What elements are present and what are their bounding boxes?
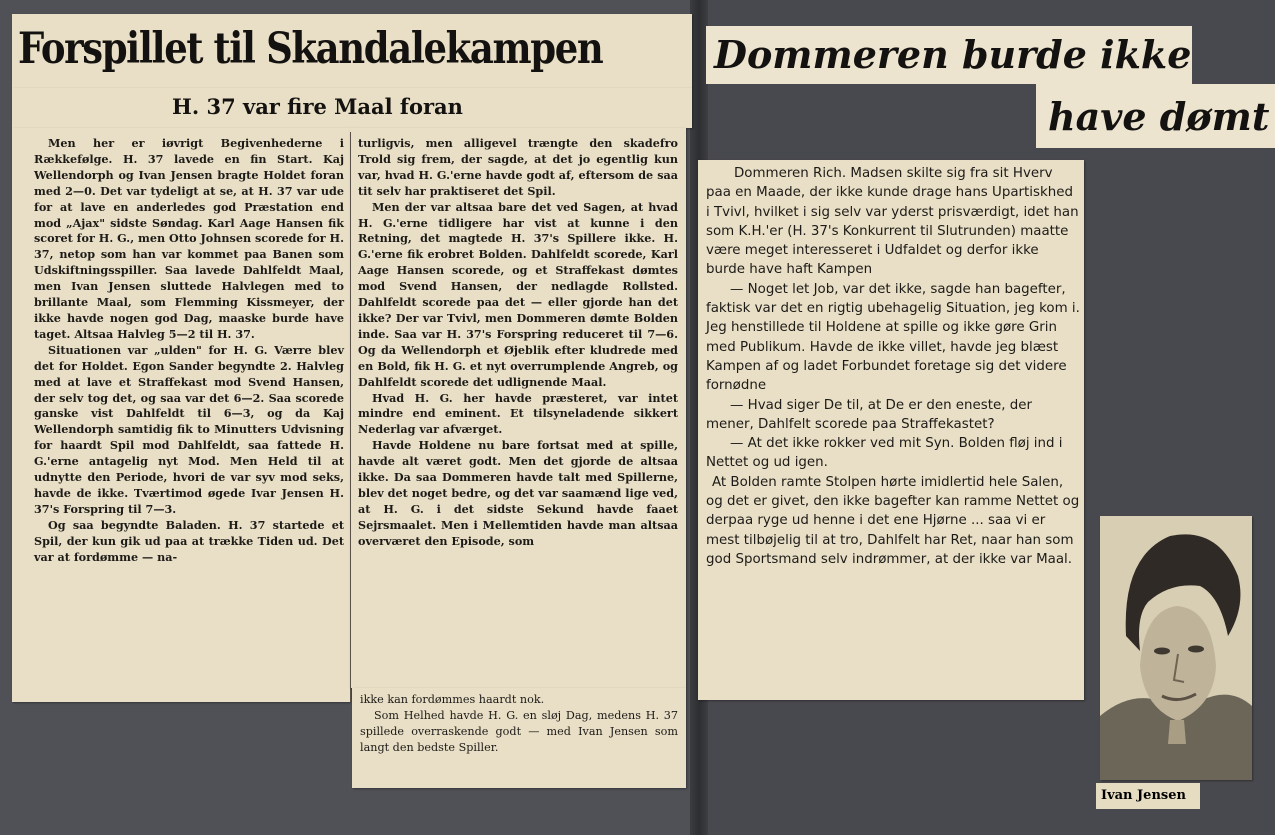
article-column-1	[12, 128, 350, 702]
right-headline-line2: have dømt	[1048, 94, 1270, 139]
portrait-image	[1100, 516, 1252, 780]
column2-continued-paragraph: Som Helhed havde H. G. en sløj Dag, medens H. 37 spillede overraskende godt — med Ivan Jensen som langt den bedste Spiller.	[360, 708, 678, 754]
column2-paragraph: turligvis, men alligevel trængte den skadefro Trold sig frem, der sagde, at det jo egentlig kun var, hvad H. G.'erne havde godt af, eftersom de saa tit selv har praktiseret det Spil.	[358, 136, 678, 198]
right-paragraph: — At det ikke rokker ved mit Syn. Bolden fløj ind i Nettet og ud igen.	[706, 436, 1063, 471]
article-headline: Forspillet til Skandalekampen	[18, 24, 603, 74]
headline-clipping	[12, 14, 692, 88]
column2-paragraph: Men der var altsaa bare det ved Sagen, at hvad H. G.'erne tidligere har vist at kunne i den Retning, det magtede H. 37's Spillere ikke. H. G.'erne fik erobret Bolden. Dahlfeldt scorede, Karl Aage Hansen scorede, og et Straffekast dømtes mod Svend Hansen, der nedlagde Rollsted. Dahlfeldt scorede paa det — eller gjorde han det ikke? Der var Tvivl, men Dommeren dømte Bolden inde. Saa var H. 37's Forspring reduceret til 7—6. Og da Wellendorph et Øjeblik efter kludrede med en Bold, fik H. G. et nyt overrumplende Angreb, og Dahlfeldt scorede det udlignende Maal.	[358, 199, 678, 389]
portrait-photo	[1100, 516, 1252, 780]
photo-caption: Ivan Jensen	[1101, 788, 1186, 803]
column1-paragraph: Situationen var „ulden" for H. G. Værre blev det for Holdet. Egon Sander begyndte 2. Halvleg med at lave et Straffekast mod Svend Hansen, der selv tog det, og saa var det 6—2. Saa scorede ganske vist Dahlfeldt til 6—3, og da Kaj Wellendorph samtidig fik to Minutters Udvisning for haardt Spil mod Dahlfeldt, saa fattede H. G.'erne antagelig nyt Mod. Men Held til at udnytte den Periode, hvori de var syv mod seks, havde de ikke. Tværtimod øgede Ivar Jensen H. 37's Forspring til 7—3.	[34, 342, 344, 516]
right-headline-clipping-1	[706, 26, 1192, 84]
article-column-2-continued	[352, 688, 686, 788]
article-subheadline: H. 37 var fire Maal foran	[172, 94, 463, 119]
right-headline-line1: Dommeren burde ikke	[714, 32, 1192, 77]
column2-paragraph: Havde Holdene nu bare fortsat med at spille, havde alt været godt. Men det gjorde de altsaa ikke. Da saa Dommeren havde talt med Spillerne, blev det noget bedre, og det var saamænd lige ved, at H. G. i det sidste Sekund havde faaet Sejrsmaalet. Men i Mellemtiden havde man altsaa overværet den Episode, som	[358, 438, 678, 548]
right-headline-clipping-2	[1036, 84, 1275, 148]
column2-paragraph: Hvad H. G. her havde præsteret, var intet mindre end eminent. Et tilsyneladende sikkert Nederlag var afværget.	[358, 390, 678, 437]
article-column-2	[350, 128, 686, 688]
column1-paragraph: Og saa begyndte Baladen. H. 37 startede et Spil, der kun gik ud paa at trække Tiden ud. Det var at fordømme — na-	[34, 517, 344, 564]
column-divider	[350, 132, 351, 702]
column1-paragraph: Men her er iøvrigt Begivenhederne i Rækkefølge. H. 37 lavede en fin Start. Kaj Wellendorph og Ivan Jensen bragte Holdet foran med 2—0. Det var tydeligt at se, at H. 37 var ude for at lave en anderledes god Præstation end mod „Ajax" sidste Søndag. Karl Aage Hansen fik scoret for H. G., men Otto Johnsen scorede for H. 37, netop som han var kommet paa Banen som Udskiftningsspiller. Saa lavede Dahlfeldt Maal, men Ivan Jensen sluttede Halvlegen med to brillante Maal, som Flemming Kissmeyer, der ikke havde nogen god Dag, maaske burde have taget. Altsaa Halvleg 5—2 til H. 37.	[34, 136, 344, 341]
right-paragraph: Dommeren Rich. Madsen skilte sig fra sit Hverv paa en Maade, der ikke kunde drage hans Upartiskhed i Tvivl, hvilket i sig selv var yderst prisværdigt, idet han som K.H.'er (H. 37's Konkurrent til Slutrunden) maatte være meget interesseret i Udfaldet og derfor ikke burde have haft Kampen	[706, 166, 1079, 278]
subheadline-clipping	[12, 88, 692, 128]
right-article-body	[698, 160, 1084, 700]
photo-caption-clipping	[1096, 783, 1200, 809]
right-paragraph: — Hvad siger De til, at De er den eneste, der mener, Dahlfelt scorede paa Straffekastet?	[706, 397, 1032, 432]
column2-continued-paragraph: ikke kan fordømmes haardt nok.	[360, 693, 545, 706]
right-paragraph: — Noget let Job, var det ikke, sagde han bagefter, faktisk var det en rigtig ubehagelig Situation, jeg kom i. Jeg henstillede til Holdene at spille og ikke gøre Grin med Publikum. Havde de ikke villet, havde jeg blæst Kampen af og ladet Forbundet foretage sig det videre fornødne	[706, 281, 1080, 394]
right-paragraph: At Bolden ramte Stolpen hørte imidlertid hele Salen, og det er givet, den ikke bagefter kan ramme Nettet og derpaa ryge ud henne i det ene Hjørne ... saa vi er mest tilbøjelig til at tro, Dahlfelt har Ret, naar han som god Sportsmand selv indrømmer, at der ikke var Maal.	[706, 474, 1080, 567]
